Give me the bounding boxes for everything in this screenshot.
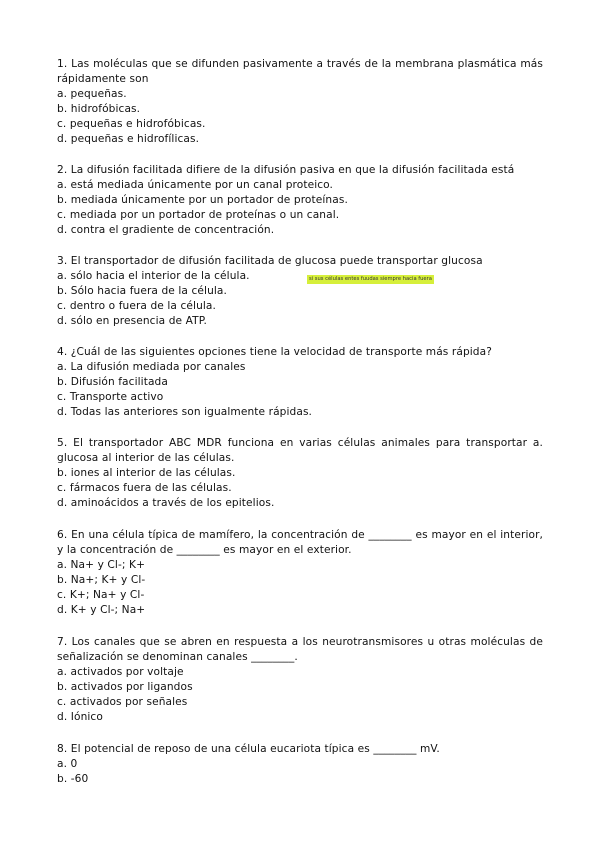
answer-option: b. -60 xyxy=(57,773,89,786)
answer-option: a. La difusión mediada por canales xyxy=(57,361,246,374)
question-6 xyxy=(57,528,543,619)
answer-option: c. mediada por un portador de proteínas o un canal. xyxy=(57,209,340,222)
answer-option: c. Transporte activo xyxy=(57,391,164,404)
answer-option: a. 0 xyxy=(57,758,78,771)
answer-option: d. aminoácidos a través de los epitelios. xyxy=(57,497,275,510)
question-stem: 3. El transportador de difusión facilitada de glucosa puede transportar glucosa xyxy=(57,255,483,267)
answer-option: b. iones al interior de las células. xyxy=(57,467,236,480)
answer-option: d. sólo en presencia de ATP. xyxy=(57,315,208,328)
question-stem: 4. ¿Cuál de las siguientes opciones tiene la velocidad de transporte más rápida? xyxy=(57,346,492,358)
answer-option: b. Difusión facilitada xyxy=(57,376,168,389)
answer-option: d. Todas las anteriores son igualmente rápidas. xyxy=(57,406,313,419)
question-stem: 2. La difusión facilitada difiere de la difusión pasiva en que la difusión facilitada está xyxy=(57,164,515,176)
question-stem: 6. En una célula típica de mamífero, la concentración de ________ es mayor en el interior, y la concentración de ________ es mayor en el exterior. xyxy=(57,529,543,557)
question-stem: 1. Las moléculas que se difunden pasivamente a través de la membrana plasmática más rápidamente son xyxy=(57,58,543,86)
question-3 xyxy=(57,254,543,329)
answer-option: c. K+; Na+ y Cl- xyxy=(57,589,145,602)
answer-option: a. activados por voltaje xyxy=(57,666,184,679)
answer-option: c. pequeñas e hidrofóbicas. xyxy=(57,118,206,131)
answer-option: c. dentro o fuera de la célula. xyxy=(57,300,216,313)
answer-option: a. Na+ y Cl-; K+ xyxy=(57,559,146,572)
question-2 xyxy=(57,163,543,238)
answer-option: d. K+ y Cl-; Na+ xyxy=(57,604,146,617)
answer-option: b. Sólo hacia fuera de la célula. xyxy=(57,285,227,298)
question-stem: 8. El potencial de reposo de una célula eucariota típica es ________ mV. xyxy=(57,743,440,755)
question-4 xyxy=(57,345,543,420)
question-7 xyxy=(57,635,543,726)
answer-option: b. activados por ligandos xyxy=(57,681,193,694)
answer-option: a. pequeñas. xyxy=(57,88,127,101)
question-stem: 7. Los canales que se abren en respuesta a los neurotransmisores u otras moléculas de señalización se denominan canales ________. xyxy=(57,636,543,664)
highlighted-annotation: si sus células entes fuudas siempre hacia fuera xyxy=(309,276,432,282)
answer-option: a. sólo hacia el interior de la célula. xyxy=(57,270,250,283)
answer-option: b. Na+; K+ y Cl- xyxy=(57,574,146,587)
answer-option: d. Iónico xyxy=(57,711,103,724)
question-1 xyxy=(57,57,543,148)
answer-option: c. activados por señales xyxy=(57,696,188,709)
answer-option: d. pequeñas e hidrofílicas. xyxy=(57,133,200,146)
answer-option: b. hidrofóbicas. xyxy=(57,103,141,116)
question-5 xyxy=(57,436,543,511)
answer-option: d. contra el gradiente de concentración. xyxy=(57,224,275,237)
question-stem: 5. El transportador ABC MDR funciona en varias células animales para transportar a. glucosa al interior de las células. xyxy=(57,437,543,465)
answer-option: c. fármacos fuera de las células. xyxy=(57,482,232,495)
answer-option: a. está mediada únicamente por un canal proteico. xyxy=(57,179,334,192)
question-8 xyxy=(57,742,543,787)
answer-option: b. mediada únicamente por un portador de proteínas. xyxy=(57,194,348,207)
